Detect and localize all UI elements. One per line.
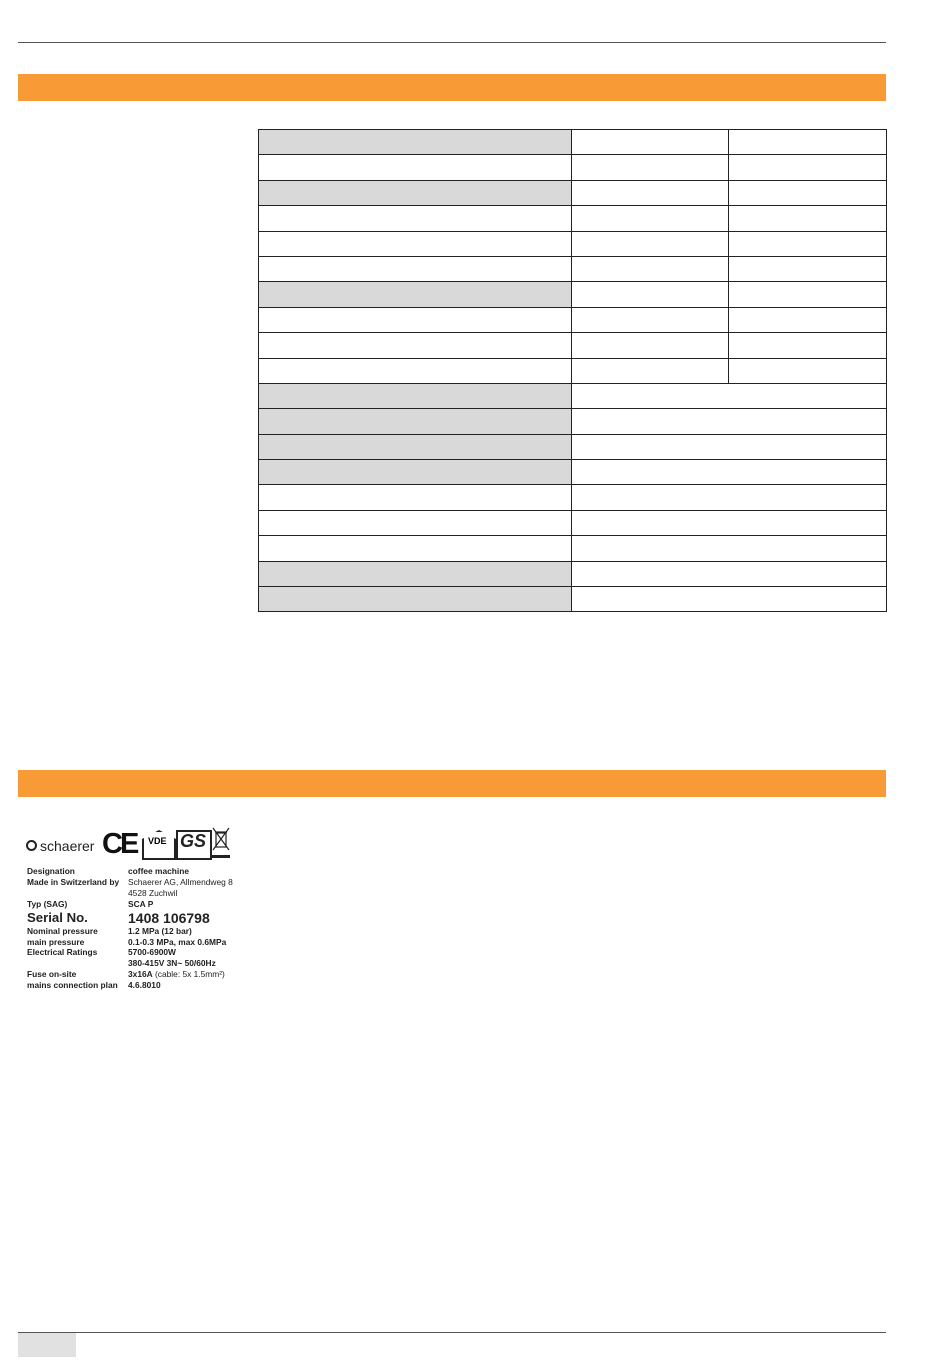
typ-row [27, 899, 241, 910]
table-row [259, 282, 887, 307]
designation-label: Designation [27, 866, 75, 876]
table-row [259, 409, 887, 434]
table-row [259, 180, 887, 205]
table-cell-label [259, 434, 572, 459]
electrical-voltage: 380-415V 3N~ 50/60Hz [128, 958, 216, 969]
table-cell-value [729, 333, 887, 358]
table-cell-value [572, 282, 729, 307]
table-cell-value [729, 358, 887, 383]
fuse-value: 3x16A (cable: 5x 1.5mm²) [128, 969, 225, 980]
table-row [259, 434, 887, 459]
made-in-label: Made in Switzerland by [27, 876, 120, 887]
table-row [259, 358, 887, 383]
table-cell-value [572, 510, 887, 535]
table-cell-value [729, 256, 887, 281]
table-row [259, 383, 887, 408]
table-cell-label [259, 282, 572, 307]
table-row [259, 587, 887, 612]
table-row [259, 460, 887, 485]
table-cell-value [729, 231, 887, 256]
technical-data-table [258, 129, 887, 612]
table-row [259, 206, 887, 231]
table-cell-value [572, 536, 887, 561]
electrical-value: 5700-6900W [128, 947, 176, 958]
electrical-row [27, 947, 241, 958]
table-cell-label [259, 358, 572, 383]
table-row [259, 231, 887, 256]
table-cell-label [259, 333, 572, 358]
electrical-label: Electrical Ratings [27, 947, 98, 958]
table-cell-value [572, 460, 887, 485]
table-cell-value [729, 307, 887, 332]
typ-value: SCA P [128, 898, 154, 909]
nominal-pressure-row [27, 926, 241, 937]
fuse-row [27, 969, 241, 980]
fuse-label: Fuse on-site [27, 969, 77, 980]
table-cell-label [259, 383, 572, 408]
table-cell-label [259, 561, 572, 586]
designation-value: coffee machine [128, 866, 189, 876]
brand-logo: schaerer [26, 838, 94, 854]
table-cell-label [259, 536, 572, 561]
type-plate-details [27, 866, 241, 991]
gs-mark-label: GS [180, 831, 207, 851]
table-row [259, 561, 887, 586]
footer-rule [18, 1332, 886, 1333]
table-cell-label [259, 155, 572, 180]
table-cell-value [572, 434, 887, 459]
table-cell-value [729, 282, 887, 307]
ce-mark-icon: CE [102, 828, 137, 860]
table-row [259, 333, 887, 358]
serial-value: 1408 106798 [128, 909, 210, 926]
table-row [259, 130, 887, 155]
table-cell-label [259, 409, 572, 434]
table-row [259, 485, 887, 510]
table-cell-value [572, 409, 887, 434]
table-row [259, 307, 887, 332]
table-cell-value [729, 206, 887, 231]
vde-mark-label: VDE [148, 836, 167, 846]
table-cell-value [572, 358, 729, 383]
table-cell-value [572, 155, 729, 180]
mains-label: mains connection plan [27, 980, 118, 991]
table-cell-value [572, 130, 729, 155]
made-in-address: 4528 Zuchwil [128, 887, 178, 898]
schaerer-logo-icon [26, 840, 37, 851]
bin-underline [212, 855, 230, 858]
section-bar-type-plate [18, 770, 886, 797]
table-cell-label [259, 231, 572, 256]
table-cell-value [572, 256, 729, 281]
table-cell-value [729, 180, 887, 205]
table-cell-value [572, 307, 729, 332]
header-rule [18, 42, 886, 43]
table-row [259, 536, 887, 561]
nominal-pressure-label: Nominal pressure [27, 925, 98, 936]
table-cell-label [259, 180, 572, 205]
table-cell-value [572, 383, 887, 408]
table-cell-value [729, 155, 887, 180]
table-cell-label [259, 256, 572, 281]
table-row [259, 510, 887, 535]
table-cell-label [259, 485, 572, 510]
table-cell-label [259, 307, 572, 332]
main-pressure-value: 0.1-0.3 MPa, max 0.6MPa [128, 936, 227, 947]
mains-value: 4.6.8010 [128, 980, 161, 991]
table-row [259, 155, 887, 180]
main-pressure-label: main pressure [27, 936, 85, 947]
nominal-pressure-value: 1.2 MPa (12 bar) [128, 925, 192, 936]
table-cell-value [572, 333, 729, 358]
page-number-tab [18, 1333, 76, 1357]
table-cell-label [259, 130, 572, 155]
table-cell-value [729, 130, 887, 155]
electrical-row-2 [27, 958, 241, 969]
table-cell-value [572, 231, 729, 256]
made-in-row-2 [27, 888, 241, 899]
table-cell-value [572, 206, 729, 231]
mains-row [27, 980, 241, 991]
typ-label: Typ (SAG) [27, 898, 68, 909]
table-cell-label [259, 460, 572, 485]
section-bar-technical-data [18, 74, 886, 101]
crossed-bin-icon [212, 826, 230, 854]
type-plate [22, 822, 240, 994]
made-in-row [27, 877, 241, 888]
table-cell-label [259, 587, 572, 612]
made-in-value: Schaerer AG, Allmendweg 8 [128, 876, 233, 887]
serial-label: Serial No. [27, 909, 88, 925]
main-pressure-row [27, 937, 241, 948]
designation-row [27, 866, 241, 877]
table-cell-value [572, 180, 729, 205]
table-row [259, 256, 887, 281]
table-cell-value [572, 485, 887, 510]
serial-row [27, 910, 241, 926]
table-cell-label [259, 510, 572, 535]
table-cell-value [572, 561, 887, 586]
table-cell-label [259, 206, 572, 231]
table-cell-value [572, 587, 887, 612]
